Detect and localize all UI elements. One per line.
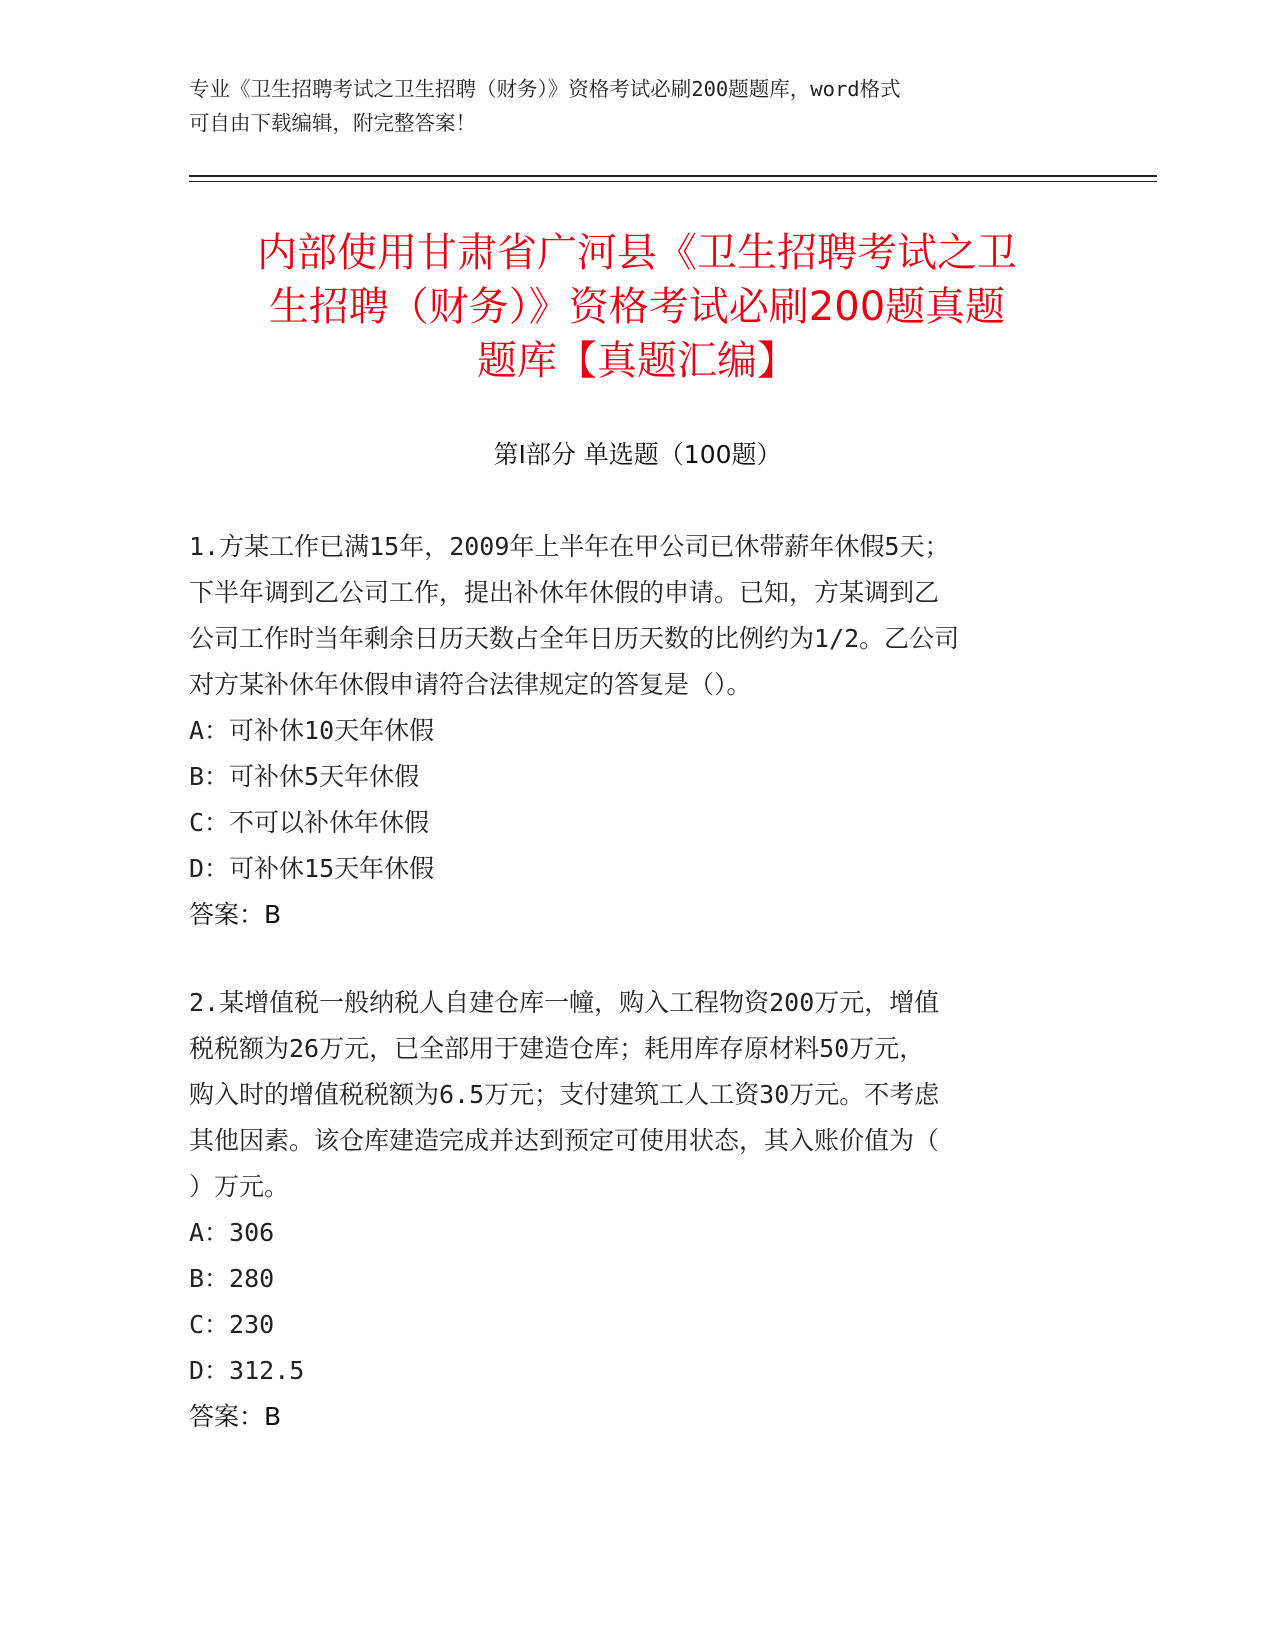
document-title-line: 内部使用甘肃省广河县《卫生招聘考试之卫 <box>257 230 1017 276</box>
question-item <box>189 524 1089 938</box>
question-stem-line: ）万元。 <box>189 1172 290 1201</box>
question-stem-line: 1.方某工作已满15年，2009年上半年在甲公司已休带薪年休假5天； <box>189 532 950 561</box>
document-title-line: 题库【真题汇编】 <box>477 338 797 384</box>
question-stem-line: 下半年调到乙公司工作，提出补休年休假的申请。已知，方某调到乙 <box>189 578 940 607</box>
question-option: C：不可以补休年休假 <box>189 808 430 837</box>
question-stem-line: 公司工作时当年剩余日历天数占全年日历天数的比例约为1/2。乙公司 <box>189 624 960 653</box>
question-option: B：280 <box>189 1264 275 1293</box>
question-stem-line: 2.某增值税一般纳税人自建仓库一幢，购入工程物资200万元，增值 <box>189 988 940 1017</box>
document-title-line: 生招聘（财务）》资格考试必刷200题真题 <box>268 284 1006 330</box>
document-title <box>189 226 1085 388</box>
question-answer: 答案：B <box>189 1402 282 1431</box>
question-option: B：可补休5天年休假 <box>189 762 420 791</box>
question-answer: 答案：B <box>189 900 282 929</box>
question-stem-line: 税税额为26万元，已全部用于建造仓库；耗用库存原材料50万元， <box>189 1034 925 1063</box>
question-option: A：306 <box>189 1218 275 1247</box>
header-divider-thin <box>189 181 1157 182</box>
question-stem-line: 购入时的增值税税额为6.5万元；支付建筑工人工资30万元。不考虑 <box>189 1080 940 1109</box>
header-note-line: 可自由下载编辑，附完整答案！ <box>189 111 476 135</box>
question-option: D：可补休15天年休假 <box>189 854 435 883</box>
question-option: D：312.5 <box>189 1356 305 1385</box>
question-stem-line: 其他因素。该仓库建造完成并达到预定可使用状态，其入账价值为（ <box>189 1126 940 1155</box>
header-divider-thick <box>189 175 1157 177</box>
header-note <box>189 72 1089 140</box>
question-option: C：230 <box>189 1310 275 1339</box>
question-stem-line: 对方某补休年休假申请符合法律规定的答复是（）。 <box>189 670 752 699</box>
question-option: A：可补休10天年休假 <box>189 716 435 745</box>
question-item <box>189 980 1089 1440</box>
section-title: 第Ⅰ部分 单选题（100题） <box>493 440 782 469</box>
header-note-line: 专业《卫生招聘考试之卫生招聘（财务）》资格考试必刷200题题库，word格式 <box>189 77 901 101</box>
